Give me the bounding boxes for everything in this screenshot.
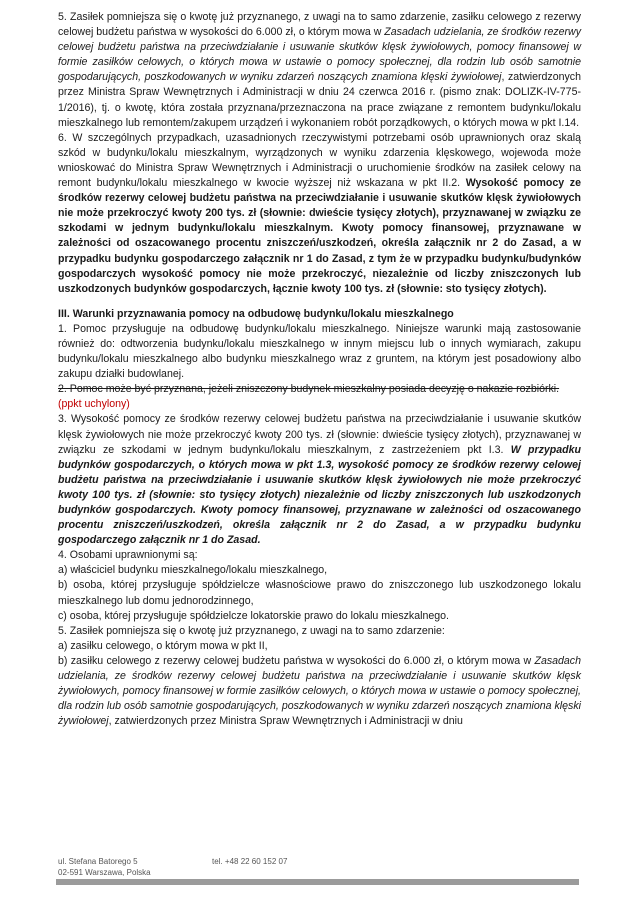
struck-text: 2. Pomoc może być przyznana, jeżeli zniszczony budynek mieszkalny posiada decyzję o nakazie rozbiórki. [58, 383, 560, 396]
text-run: 3. Wysokość pomocy ze środków rezerwy celowej budżetu państwa na przeciwdziałanie i usuwanie skutków klęsk żywiołowych nie może przekroczyć kwoty 200 tys. zł (słownie: dwieście tysięcy złotych) [58, 413, 581, 441]
text-run: , przyznawanej w związku ze szkodami w jednym budynku/lokalu mieszkalnym, z zastrzeżeniem pkt I.3. [58, 428, 581, 456]
text-run: , zatwierdzonych przez Ministra Spraw Wewnętrznych i Administracji w dniu [108, 715, 463, 728]
footer-address [58, 856, 151, 878]
text-run: 5. Zasiłek pomniejsza się o kwotę już przyznanego, z uwagi na to samo zdarzenie, zasiłku celowego z rezerwy celowej budżetu państwa w wysokości do 6.000 zł, o którym mowa w [58, 11, 581, 39]
paragraph-5-reduction [58, 10, 581, 131]
text-run-italic: Zasadach udzielania, ze środków rezerwy celowej budżetu państwa na przeciwdziałanie i usuwanie skutków klęsk żywiołowych, pomocy finansowej w formie zasiłków celowych, o których mowa w ustawie o pomocy społecznej, dla rodzin lub osób samotnie gospodarujących, poszkodowanych w wyniku zdarzeń noszących znamiona klęski żywiołowej [58, 654, 581, 728]
footer-divider-bar [56, 879, 579, 885]
paragraph-6-special-cases [58, 131, 581, 297]
section-iii-point-2 [58, 382, 581, 412]
section-iii-point-1: 1. Pomoc przysługuje na odbudowę budynku/lokalu mieszkalnego. Niniejsze warunki mają zastosowanie również do: odtworzenia budynku/lokalu mieszkalnego w innym miejscu lub o innych wymiarach, zakupu budynku/lokalu mieszkalnego albo budynku mieszkalnego wraz z gruntem, na którym jest posadowiony albo zakupu działki budowlanej. [58, 322, 581, 381]
footer-phone: tel. +48 22 60 152 07 [212, 857, 288, 866]
footer-address-line: ul. Stefana Batorego 5 [58, 857, 138, 866]
text-run-bold: Wysokość pomocy ze środków rezerwy celowej budżetu państwa na przeciwdziałanie i usuwanie skutków klęsk żywiołowych nie może przekroczyć kwoty 200 tys. zł (słownie: dwieście tysięcy złotych), przyznawanej w związku ze szkodami w jednym budynku/lokalu mieszkalnym. Kwoty pomocy finansowej, przyznawane w zależności od oszacowanego procentu zniszczeń/uszkodzeń, określa załącznik nr 2 do Zasad, a w przypadku budynku gospodarczego załącznik nr 1 do Zasad, z tym że w przypadku budynku/budynków gospodarczych wysokość pomocy nie może przekroczyć, niezależnie od liczby zniszczonych lub uszkodzonych budynków gospodarczych, łącznie kwoty 100 tys. zł (słownie: sto tysięcy złotych). [58, 177, 581, 295]
section-iii-point-4b: b) osoba, której przysługuje spółdzielcze własnościowe prawo do zniszczonego lub uszkodzonego lokalu mieszkalnego lub domu jednorodzinnego, [58, 579, 581, 607]
text-run-italic: Zasadach udzielania, ze środków rezerwy celowej budżetu państwa na przeciwdziałanie i usuwanie skutków klęsk żywiołowych, pomocy finansowej w formie zasiłków celowych, o których mowa w ustawie o pomocy społecznej, dla rodzin lub osób samotnie gospodarujących, poszkodowanych w wyniku zdarzeń noszących znamiona klęski żywiołowej [58, 26, 581, 84]
document-body [58, 10, 581, 729]
text-run-bold-italic: W przypadku budynków gospodarczych, o których mowa w pkt 1.3, wysokość pomocy ze środków rezerwy celowej budżetu państwa na przeciwdziałanie i usuwanie skutków klęsk żywiołowych nie może przekroczyć kwoty 100 tys. zł (słownie: sto tysięcy złotych) niezależnie od liczby zniszczonych lub uszkodzonych budynków gospodarczych. Kwoty pomocy finansowej, przyznawane w zależności od oszacowanego procentu zniszczeń/uszkodzeń, określa załącznik nr 2 do Zasad, a w przypadku budynku gospodarczego załącznik nr 1 do Zasad. [58, 443, 582, 547]
section-iii-point-4: 4. Osobami uprawnionymi są: [58, 549, 198, 562]
text-run: , zatwierdzonych przez Ministra Spraw Wewnętrznych i Administracji w dniu 24 czerwca 2016 r. (pismo znak: DOLIZK-IV-775-1/2016), tj. o kwotę, która została przyznana/przeznaczona na prace związane z remontem budynku/lokalu mieszkalnego lub remontem/zakupem urządzeń i wykonaniem robót porządkowych, o których mowa w pkt I.14. [58, 71, 581, 129]
section-iii-point-4c: c) osoba, której przysługuje spółdzielcze lokatorskie prawo do lokalu mieszkalnego. [58, 609, 449, 622]
section-iii-point-4a: a) właściciel budynku mieszkalnego/lokalu mieszkalnego, [58, 564, 328, 577]
text-run: 6. W szczególnych przypadkach, uzasadnionych rzeczywistymi potrzebami osób uprawnionych oraz skalą szkód w budynku/lokalu mieszkalnym, wyrządzonych w wyniku zdarzenia klęskowego, wojewoda może wnioskować do Ministra Spraw Wewnętrznych i Administracji o uruchomienie środków na zasiłek celowy na remont budynku/lokalu mieszkalnego w kwocie wyższej niż wskazana w pkt II.2. [58, 131, 581, 190]
text-run: b) zasiłku celowego z rezerwy celowej budżetu państwa w wysokości do 6.000 zł, o którym mowa w [58, 654, 535, 667]
spacer [58, 297, 581, 307]
section-iii-point-3 [58, 412, 581, 548]
section-iii-point-5b [58, 654, 581, 729]
section-iii-point-5a: a) zasiłku celowego, o którym mowa w pkt II, [58, 639, 268, 652]
section-iii-heading: III. Warunki przyznawania pomocy na odbudowę budynku/lokalu mieszkalnego [58, 307, 454, 320]
footer-address-line: 02-591 Warszawa, Polska [58, 868, 151, 877]
repealed-note: (ppkt uchylony) [58, 398, 130, 411]
section-iii-point-5: 5. Zasiłek pomniejsza się o kwotę już przyznanego, z uwagi na to samo zdarzenie: [58, 624, 445, 637]
